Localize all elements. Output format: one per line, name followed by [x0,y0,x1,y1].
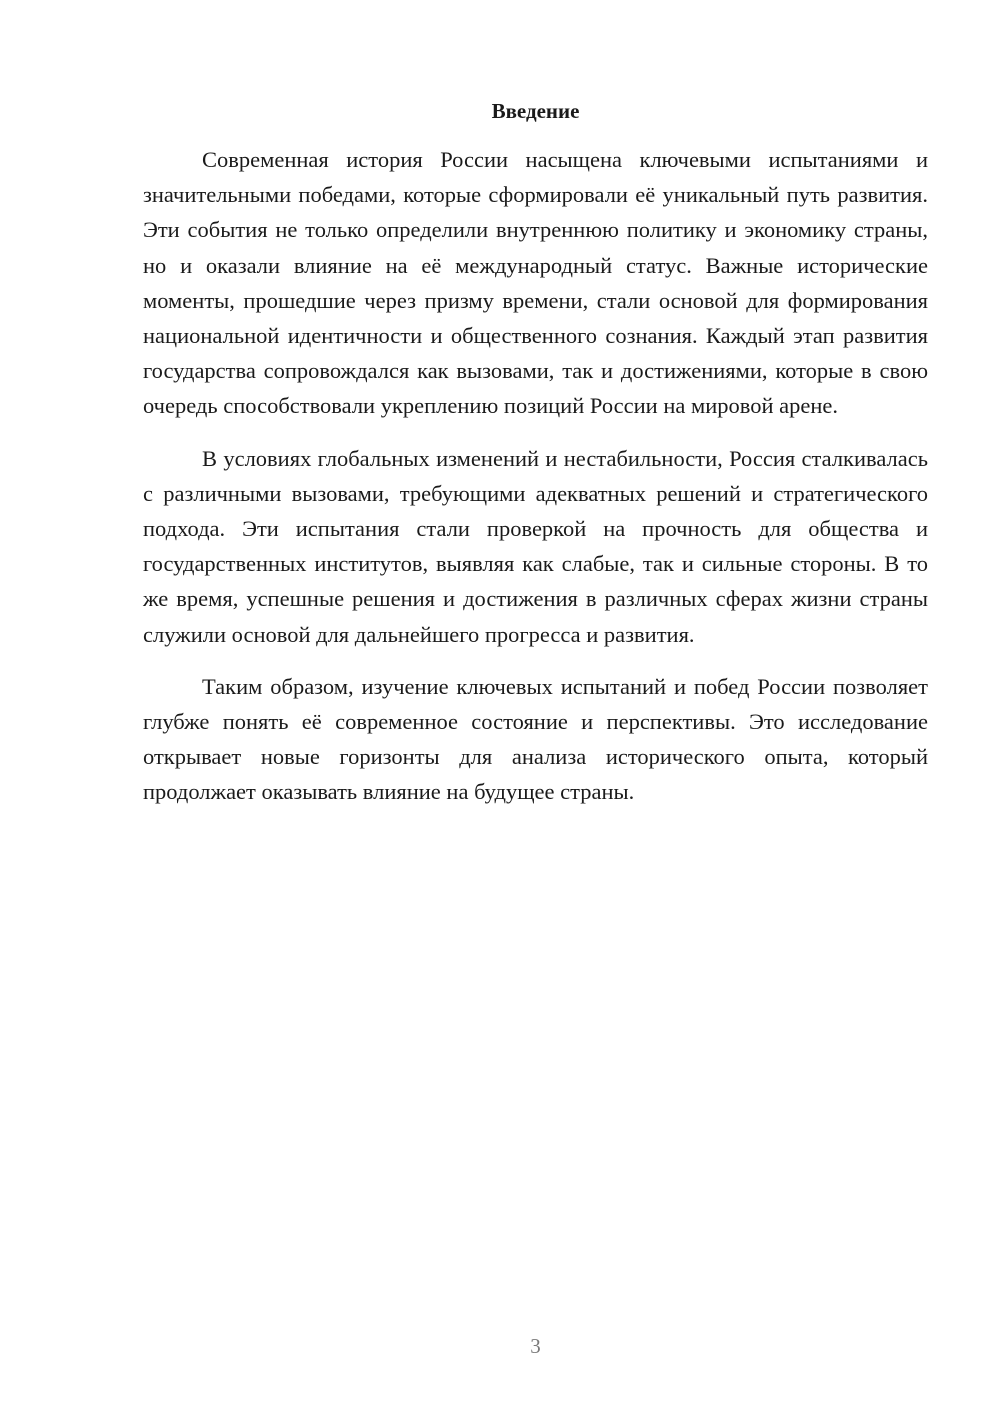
paragraph-3: Таким образом, изучение ключевых испытаний и побед России позволяет глубже понять её современное состояние и перспективы. Это исследование открывает новые горизонты для анализа исторического опыта, который продолжает оказывать влияние на будущее страны. [143,673,928,805]
page-title: Введение [491,99,580,123]
body-text [143,142,928,827]
paragraph-2: В условиях глобальных изменений и нестабильности, Россия сталкивалась с различными вызовами, требующими адекватных решений и стратегического подхода. Эти испытания стали проверкой на прочность для общества и государственных институтов, выявляя как слабые, так и сильные стороны. В то же время, успешные решения и достижения в различных сферах жизни страны служили основой для дальнейшего прогресса и развития. [143,445,928,647]
page-number: 3 [530,1334,541,1358]
paragraph-1: Современная история России насыщена ключевыми испытаниями и значительными победами, которые сформировали её уникальный путь развития. Эти события не только определили внутреннюю политику и экономику страны, но и оказали влияние на её международный статус. Важные исторические моменты, прошедшие через призму времени, стали основой для формирования национальной идентичности и общественного сознания. Каждый этап развития государства сопровождался как вызовами, так и достижениями, которые в свою очередь способствовали укреплению позиций России на мировой арене. [143,147,928,419]
